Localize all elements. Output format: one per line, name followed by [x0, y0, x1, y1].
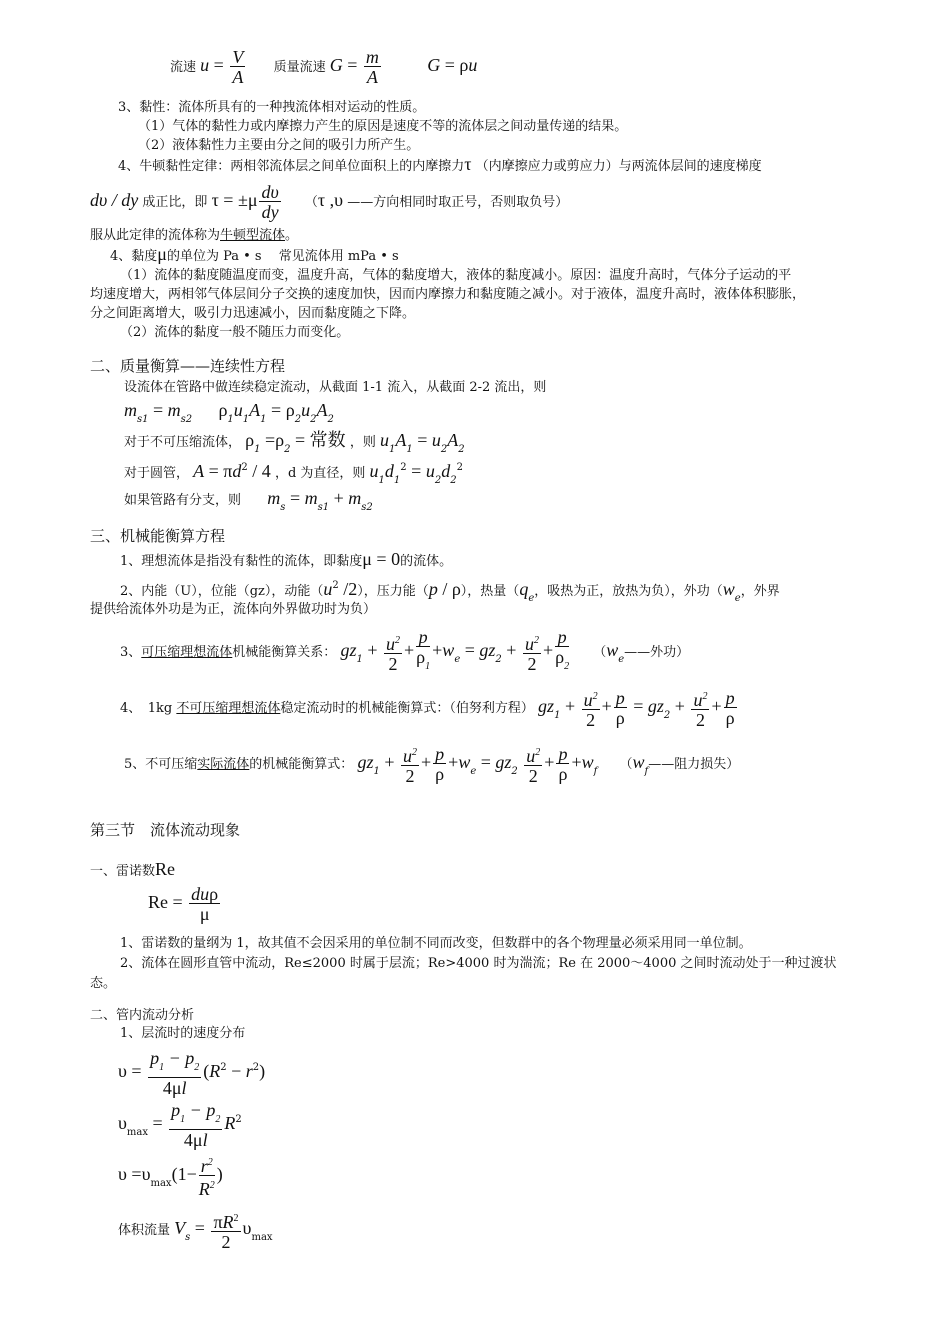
real-fluid-energy-eq: 5、不可压缩实际流体的机械能衡算式： $gz_1$ + $\frac{u^2}{2}$ + $\frac{p}{\rho}$ $+w_e = gz_2$ $\frac{u^2}{2}$ + $\frac{p}{\rho}$ $+w_f$ （$w_f——$阻力损失） — [124, 744, 740, 786]
branch-line: 如果管路有分支，则 $m_s = m_{s1} + m_{s2}$ — [124, 488, 373, 513]
reynolds-title: 一、雷诺数Re — [90, 859, 176, 879]
reynolds-note-2b: 态。 — [90, 976, 117, 991]
volume-flow-eq: 体积流量 $V_s$ = $\frac{\pi R^2}{2}$ $\upsilon_{max}$ — [118, 1211, 273, 1252]
laminar-title: 1、层流时的速度分布 — [120, 1026, 246, 1041]
flow-speed-formulas: 流速 u = $\frac{V}{A}$ 质量流速 G = $\frac{m}{A}$ G = ρu — [170, 47, 478, 87]
velocity-ratio-eq: $\upsilon =\upsilon_{max}(1-$ $\frac{r^2}{R^2}$ ) — [118, 1156, 223, 1199]
temperature-effect-3: 分之间距离增大，吸引力迅速减小，因而黏度随之下降。 — [90, 306, 416, 321]
pressure-effect: （2）流体的黏度一般不随压力而变化。 — [120, 325, 350, 340]
newton-law-line: 4、牛顿黏性定律：两相邻流体层之间单位面积上的内摩擦力τ （内摩擦应力或剪应力）与两流体层间的速度梯度 — [118, 154, 762, 174]
viscosity-definition: 3、黏性：流体所具有的一种拽流体相对运动的性质。 — [118, 100, 426, 115]
section-3-title: 第三节 流体流动现象 — [90, 821, 241, 839]
flow-speed-label: 流速 — [170, 60, 197, 75]
temperature-effect-1: （1）流体的黏度随温度而变，温度升高，气体的黏度增大，液体的黏度减小。原因：温度升高时，气体分子运动的平 — [120, 268, 792, 283]
viscosity-point-2: （2）液体黏性力主要由分之间的吸引力所产生。 — [138, 138, 420, 153]
energy-terms-line-2: 提供给流体外功是为正，流体向外界做功时为负） — [90, 602, 377, 617]
max-velocity-eq: $\upsilon_{max}$ = $\frac{p_1 - p_2}{4\mu l}$ $R^2$ — [118, 1100, 242, 1150]
newtonian-fluid-term: 牛顿型流体 — [220, 228, 286, 243]
reynolds-formula: Re = $\frac{\text{duρ}}{\mu}$ — [148, 884, 219, 924]
viscosity-point-1: （1）气体的黏性力或内摩擦力产生的原因是速度不等的流体层之间动量传递的结果。 — [138, 119, 628, 134]
reynolds-note-1: 1、雷诺数的量纲为 1，故其值不会因采用的单位制不同而改变，但数群中的各个物理量必须采用同一单位制。 — [120, 936, 752, 951]
velocity-profile-eq: υ = $\frac{p_1 - p_2}{4\mu l}$ $(R^2 - r^2)$ — [118, 1048, 266, 1098]
newtonian-fluid-line: 服从此定律的流体称为牛顿型流体。 — [90, 228, 299, 243]
temperature-effect-2: 均速度增大，两相邻气体层间分子交换的速度加快，因而内摩擦力和黏度随之减小。对于液体，温度升高时，液体体积膨胀， — [90, 287, 806, 302]
circular-pipe-line: 对于圆管， $A = \pi d^2 / 4$ ，d 为直径，则 $u_1d_1^2 = u_2d_2^2$ — [124, 461, 463, 486]
newton-law-formula: dυ / dy 成正比，即 τ = ±μ $\frac{d\upsilon}{dy}$ （τ ,υ ——方向相同时取正号，否则取负号） — [90, 182, 569, 222]
reynolds-note-2: 2、流体在圆形直管中流动，Re≤2000 时属于层流；Re>4000 时为湍流；Re 在 2000～4000 之间时流动处于一种过渡状 — [120, 956, 837, 971]
continuity-eq-1: $m_{s1} = m_{s2}$ $\rho_1u_1A_1 = \rho_2u_2A_2$ — [124, 400, 334, 425]
incompressible-line: 对于不可压缩流体， $\rho_1 =\rho_2$ = 常数 ，则 $u_1A_1 = u_2A_2$ — [124, 430, 465, 455]
mass-flow-label: 质量流速 — [273, 60, 326, 75]
pipe-flow-title: 二、管内流动分析 — [90, 1008, 195, 1023]
energy-terms-line: 2、内能（U），位能（gz），动能（$u^2$ /2），压力能（p / ρ），热量（$q_e$，吸热为正，放热为负），外功（$w_e$，外界 — [120, 579, 780, 604]
viscosity-unit-line: 4、黏度μ的单位为 Pa • s 常见流体用 mPa • s — [110, 244, 399, 264]
bernoulli-eq: 4、 1kg 不可压缩理想流体稳定流动时的机械能衡算式：（伯努利方程） $gz_1$ + $\frac{u^2}{2}$ + $\frac{p}{\rho}$ = $gz_2$ + $\frac{u^2}{2}$ + $\frac{p}{\rho}$ — [120, 688, 735, 730]
energy-eq-compressible: 3、可压缩理想流体机械能衡算关系： $gz_1$ + $\frac{u^2}{2}$ + $\frac{p}{\rho_1}$ $+w_e = gz_2$ + $\frac{u^2}{2}$ + $\frac{p}{\rho_2}$ （$w_e——$外功） — [120, 627, 690, 674]
ideal-fluid-line: 1、理想流体是指没有黏性的流体，即黏度μ = 0的流体。 — [120, 549, 453, 569]
section-mass-balance-title: 二、质量衡算——连续性方程 — [90, 357, 286, 375]
mass-balance-intro: 设流体在管路中做连续稳定流动，从截面 1-1 流入，从截面 2-2 流出，则 — [124, 380, 547, 395]
section-energy-title: 三、机械能衡算方程 — [90, 527, 226, 545]
